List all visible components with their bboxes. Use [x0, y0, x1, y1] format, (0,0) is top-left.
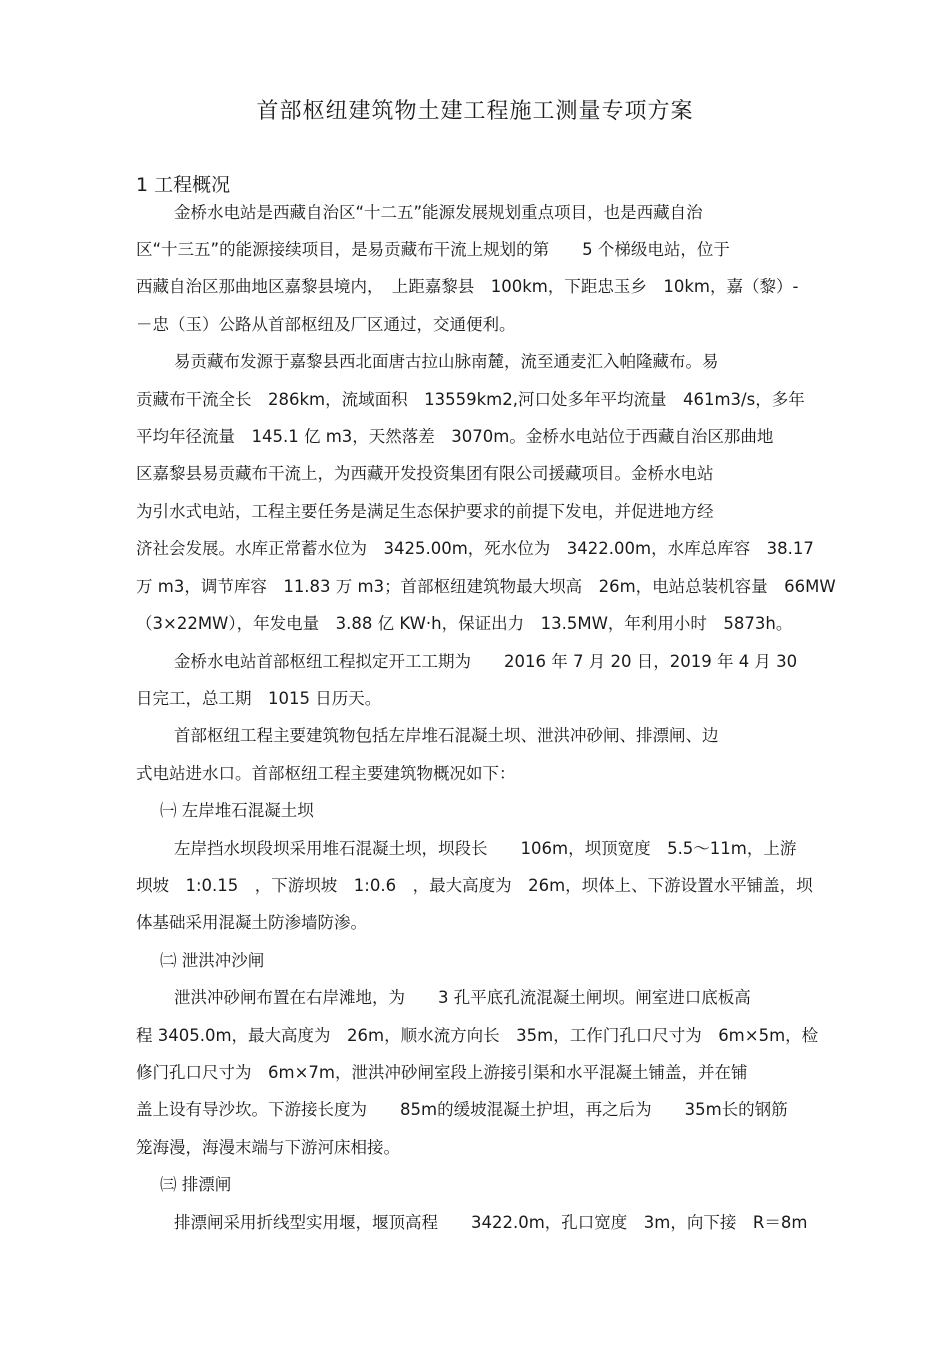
paragraph-line: 修门孔口尺寸为 6m×7m，泄洪冲砂闸室段上游接引渠和水平混凝土铺盖，并在铺	[136, 1063, 748, 1082]
paragraph-line: 盖上设有导沙坎。下游接长度为 85m的缓坡混凝土护坦，再之后为 35m长的钢筋	[136, 1100, 788, 1119]
document-title: 首部枢纽建筑物土建工程施工测量专项方案	[256, 99, 694, 124]
paragraph-line: 排漂闸采用折线型实用堰，堰顶高程 3422.0m，孔口宽度 3m，向下接 R＝8m	[174, 1213, 808, 1232]
paragraph-line: 坝坡 1:0.15 ，下游坝坡 1:0.6 ，最大高度为 26m，坝体上、下游设置水平铺盖，坝	[136, 876, 813, 895]
section-heading: 1 工程概况	[136, 174, 231, 196]
paragraph-line: 式电站进水口。首部枢纽工程主要建筑物概况如下：	[136, 764, 516, 783]
paragraph-line: 泄洪冲砂闸布置在右岸滩地，为 3 孔平底孔流混凝土闸坝。闸室进口底板高	[174, 988, 751, 1007]
paragraph-line: 西藏自治区那曲地区嘉黎县境内， 上距嘉黎县 100km，下距忠玉乡 10km，嘉（黎）-	[136, 277, 799, 296]
paragraph-line: 济社会发展。水库正常蓄水位为 3425.00m，死水位为 3422.00m，水库总库容 38.17	[136, 539, 814, 558]
paragraph-line: 为引水式电站，工程主要任务是满足生态保护要求的前提下发电，并促进地方经	[136, 502, 714, 521]
paragraph-line: （3×22MW），年发电量 3.88 亿 KW·h，保证出力 13.5MW，年利用小时 5873h。	[136, 614, 793, 633]
paragraph-line: 左岸挡水坝段坝采用堆石混凝土坝，坝段长 106m，坝顶宽度 5.5～11m，上游	[174, 839, 797, 858]
paragraph-line: 金桥水电站首部枢纽工程拟定开工工期为 2016 年 7 月 20 日，2019 年 4 月 30	[174, 652, 798, 671]
paragraph-line: 笼海漫，海漫末端与下游河床相接。	[136, 1138, 400, 1157]
subsection-heading: ㈡ 泄洪冲沙闸	[160, 951, 265, 970]
paragraph-line: 日完工，总工期 1015 日历天。	[136, 689, 382, 708]
paragraph-line: 程 3405.0m，最大高度为 26m，顺水流方向长 35m，工作门孔口尺寸为 6m×5m，检	[136, 1026, 819, 1045]
paragraph-line: 区“十三五”的能源接续项目，是易贡藏布干流上规划的第 5 个梯级电站，位于	[136, 240, 730, 259]
paragraph-line: 首部枢纽工程主要建筑物包括左岸堆石混凝土坝、泄洪冲砂闸、排漂闸、边	[174, 726, 719, 745]
paragraph-line: 贡藏布干流全长 286km，流域面积 13559km2,河口处多年平均流量 461m3/s，多年	[136, 390, 805, 409]
paragraph-line: 区嘉黎县易贡藏布干流上，为西藏开发投资集团有限公司援藏项目。金桥水电站	[136, 464, 714, 483]
paragraph-line: 易贡藏布发源于嘉黎县西北面唐古拉山脉南麓，流至通麦汇入帕隆藏布。易	[174, 352, 719, 371]
paragraph-line: 体基础采用混凝土防渗墙防渗。	[136, 913, 367, 932]
subsection-heading: ㈢ 排漂闸	[160, 1175, 232, 1194]
paragraph-line: 万 m3，调节库容 11.83 万 m3；首部枢纽建筑物最大坝高 26m，电站总装机容量 66MW	[136, 577, 836, 596]
subsection-heading: ㈠ 左岸堆石混凝土坝	[160, 801, 314, 820]
paragraph-line: －忠（玉）公路从首部枢纽及厂区通过，交通便利。	[136, 315, 516, 334]
paragraph-line: 平均年径流量 145.1 亿 m3，天然落差 3070m。金桥水电站位于西藏自治区那曲地	[136, 427, 774, 446]
paragraph-line: 金桥水电站是西藏自治区“十二五”能源发展规划重点项目，也是西藏自治	[174, 203, 703, 222]
